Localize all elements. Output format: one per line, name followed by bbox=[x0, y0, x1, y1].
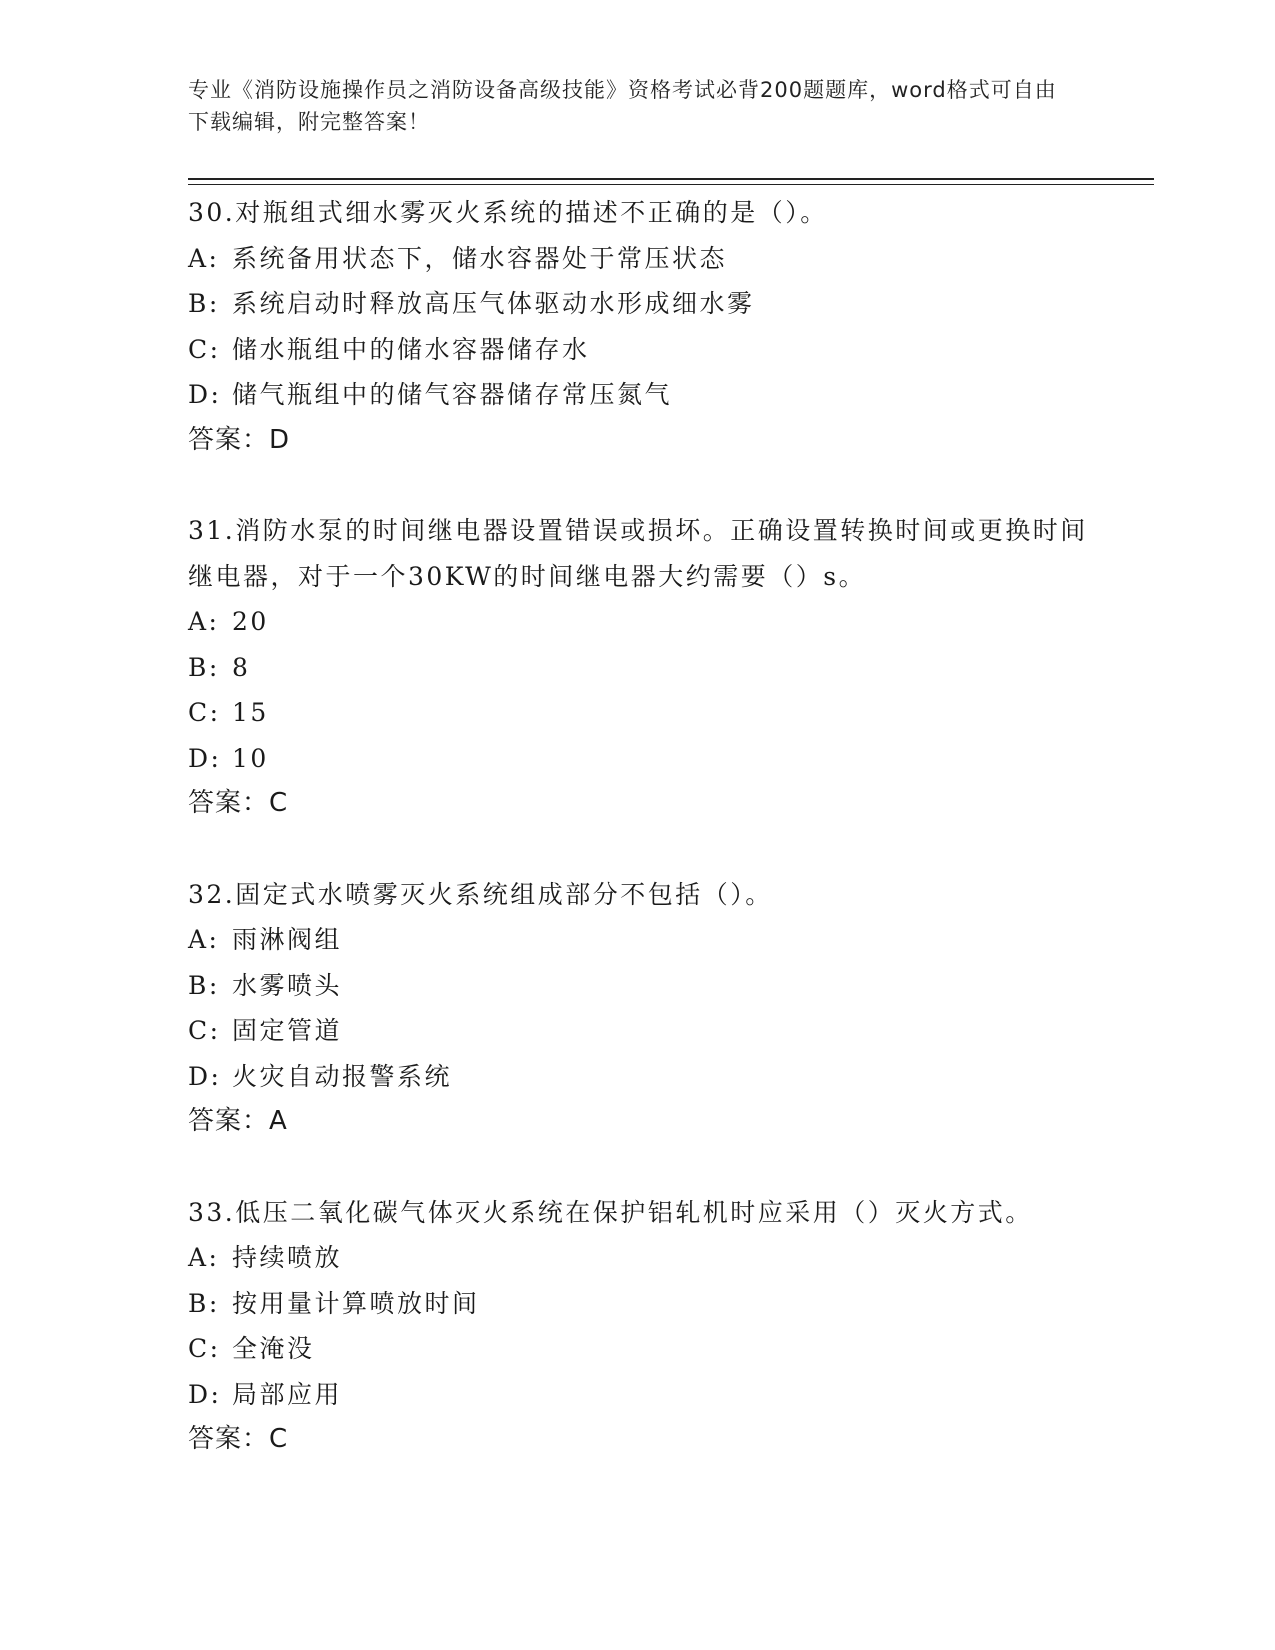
option-text: 系统备用状态下，储水容器处于常压状态 bbox=[232, 243, 728, 273]
option-text: 系统启动时释放高压气体驱动水形成细水雾 bbox=[232, 289, 755, 318]
option-a bbox=[188, 599, 1088, 645]
option-b bbox=[188, 281, 1088, 327]
question-32 bbox=[188, 872, 1088, 1145]
option-text: 雨淋阀组 bbox=[232, 925, 343, 954]
option-text: 全淹没 bbox=[232, 1334, 315, 1363]
option-text: 20 bbox=[232, 607, 269, 636]
option-key: C: bbox=[188, 698, 221, 727]
option-key: C: bbox=[188, 334, 221, 364]
option-c bbox=[188, 1326, 1088, 1372]
option-key: C: bbox=[188, 1334, 221, 1363]
option-c bbox=[188, 690, 1088, 736]
question-33 bbox=[188, 1190, 1088, 1463]
answer-line: 答案：D bbox=[188, 424, 291, 455]
header-divider-thin bbox=[188, 184, 1154, 185]
question-list bbox=[188, 190, 1088, 1463]
option-key: A: bbox=[188, 607, 220, 636]
option-d bbox=[188, 736, 1088, 782]
option-text: 火灾自动报警系统 bbox=[232, 1061, 453, 1091]
option-key: D: bbox=[188, 380, 222, 409]
question-30 bbox=[188, 190, 1088, 463]
option-text: 按用量计算喷放时间 bbox=[232, 1288, 480, 1318]
question-stem: 33.低压二氧化碳气体灭火系统在保护铝轧机时应采用（）灭火方式。 bbox=[188, 1197, 1033, 1227]
option-key: B: bbox=[188, 1288, 220, 1318]
answer-line: 答案：A bbox=[188, 1106, 288, 1136]
option-b bbox=[188, 963, 1088, 1009]
option-key: A: bbox=[188, 925, 220, 954]
option-d bbox=[188, 1372, 1088, 1418]
option-text: 8 bbox=[232, 652, 251, 682]
option-key: C: bbox=[188, 1016, 221, 1045]
header-divider-thick bbox=[188, 178, 1154, 180]
option-c bbox=[188, 327, 1088, 373]
option-a bbox=[188, 1235, 1088, 1281]
option-text: 10 bbox=[232, 743, 269, 773]
answer-line: 答案：C bbox=[188, 788, 289, 818]
option-key: D: bbox=[188, 1379, 222, 1409]
option-key: B: bbox=[188, 652, 220, 682]
option-text: 储气瓶组中的储气容器储存常压氮气 bbox=[232, 380, 673, 409]
option-text: 水雾喷头 bbox=[232, 970, 343, 1000]
option-b bbox=[188, 1281, 1088, 1327]
option-key: D: bbox=[188, 743, 222, 773]
question-31 bbox=[188, 508, 1088, 827]
option-text: 储水瓶组中的储水容器储存水 bbox=[232, 334, 590, 364]
option-key: B: bbox=[188, 289, 220, 318]
option-text: 15 bbox=[232, 698, 269, 727]
option-key: B: bbox=[188, 970, 220, 1000]
option-key: D: bbox=[188, 1061, 222, 1091]
option-text: 固定管道 bbox=[232, 1016, 343, 1045]
option-text: 持续喷放 bbox=[232, 1243, 343, 1272]
spacer bbox=[188, 463, 1088, 508]
spacer bbox=[188, 1145, 1088, 1190]
option-a bbox=[188, 236, 1088, 282]
option-d bbox=[188, 372, 1088, 418]
question-stem: 30.对瓶组式细水雾灭火系统的描述不正确的是（）。 bbox=[188, 198, 828, 227]
option-b bbox=[188, 645, 1088, 691]
question-stem: 31.消防水泵的时间继电器设置错误或损坏。正确设置转换时间或更换时间继电器，对于一个30KW的时间继电器大约需要（）s。 bbox=[188, 516, 1088, 591]
document-header: 专业《消防设施操作员之消防设备高级技能》资格考试必背200题题库，word格式可自由下载编辑，附完整答案！ bbox=[188, 78, 1057, 134]
question-stem: 32.固定式水喷雾灭火系统组成部分不包括（）。 bbox=[188, 879, 773, 909]
option-c bbox=[188, 1008, 1088, 1054]
option-d bbox=[188, 1054, 1088, 1100]
answer-line: 答案：C bbox=[188, 1424, 289, 1454]
option-key: A: bbox=[188, 1243, 220, 1272]
option-a bbox=[188, 917, 1088, 963]
option-text: 局部应用 bbox=[232, 1379, 343, 1409]
option-key: A: bbox=[188, 243, 220, 273]
spacer bbox=[188, 827, 1088, 872]
